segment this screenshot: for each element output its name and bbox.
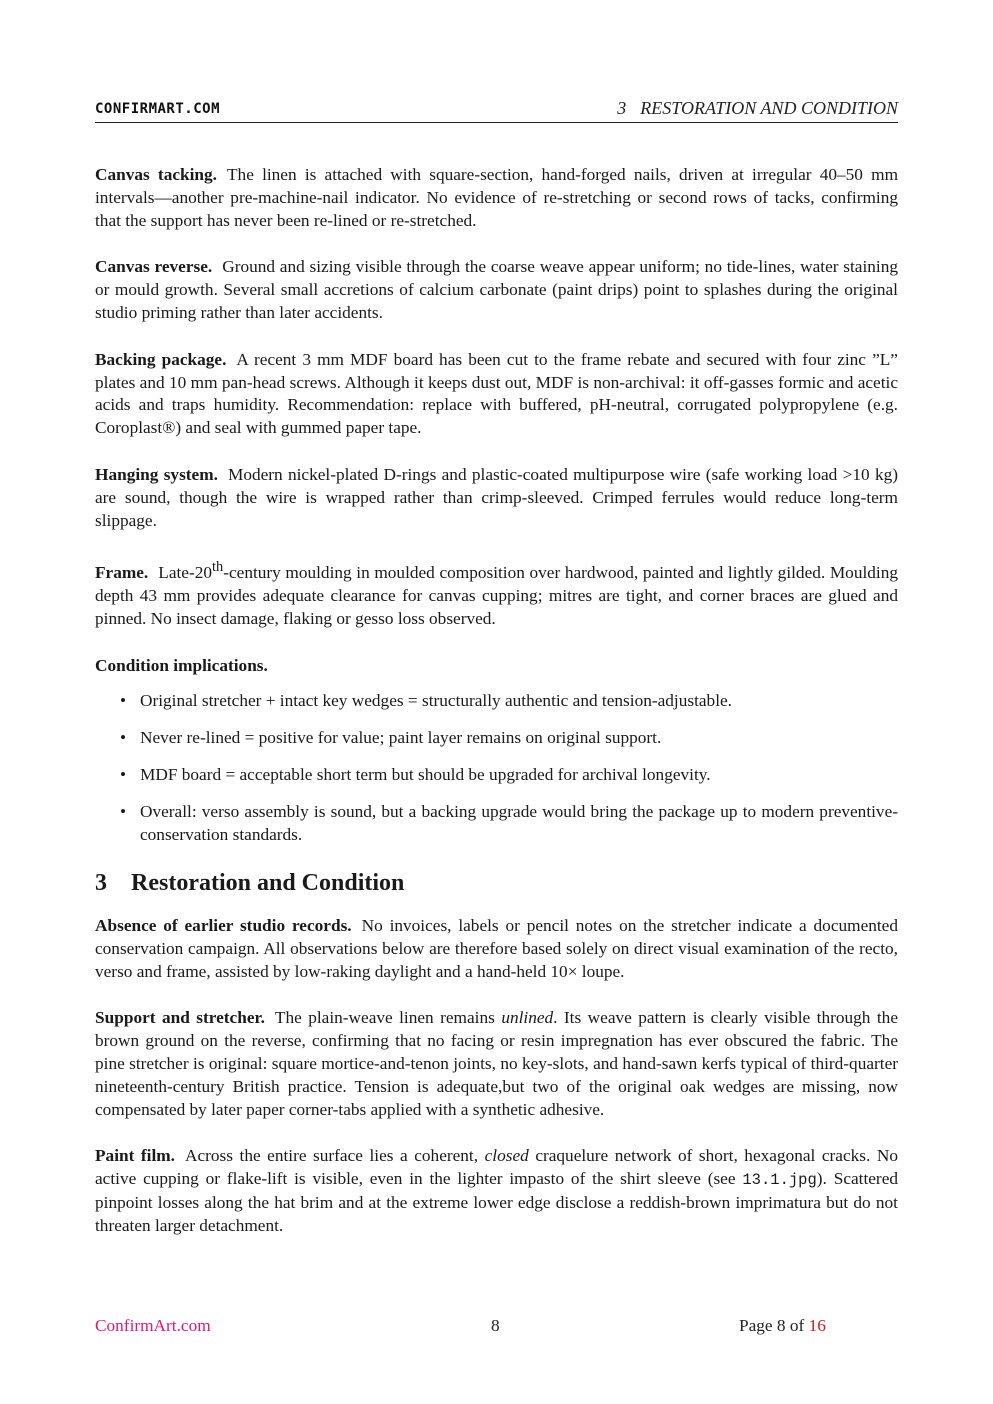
- list-item: • Overall: verso assembly is sound, but a backing upgrade would bring the package up to modern preventive-conservation standards.: [140, 801, 898, 847]
- paragraph-absence: [95, 915, 898, 983]
- paragraph-backing-package: [95, 349, 898, 440]
- running-header: [95, 98, 898, 123]
- paragraph-support: [95, 1007, 898, 1121]
- paragraph-text: ). Scattered pinpoint losses along the hat brim and at the extreme lower edge disclose a reddish-brown imprimatura but do not threaten larger detachment.: [95, 1169, 899, 1235]
- paragraph-lead: Backing package.: [95, 349, 227, 369]
- paragraph-lead: Canvas reverse.: [95, 257, 213, 277]
- section-number: 3: [95, 870, 107, 897]
- paragraph-paint-film: [95, 1145, 898, 1237]
- site-logo[interactable]: CONFIRMART.COM: [95, 101, 221, 117]
- paragraph-text: Late-20: [158, 563, 212, 583]
- list-item: • MDF board = acceptable short term but should be upgraded for archival longevity.: [140, 764, 898, 787]
- footer-page-label: Page 8 of: [739, 1316, 805, 1335]
- condition-heading: Condition implications.: [95, 655, 268, 675]
- footer-site-link[interactable]: ConfirmArt.com: [95, 1316, 211, 1335]
- paragraph-lead: Paint film.: [95, 1146, 175, 1166]
- paragraph-text: . Its weave pattern is clearly visible through the brown ground on the reverse, confirming that no facing or resin impregnation has ever obscured the fabric. The pine stretcher is original: square mortice-and-tenon joints, no key-slots, and hand-sawn kerfs typical of third-quarter nineteenth-century British practice. Tension is adequate,but two of the original oak wedges are missing, now compensated by later paper corner-tabs applied with a synthetic adhesive.: [95, 1008, 898, 1119]
- superscript: th: [212, 559, 224, 576]
- section-title: Restoration and Condition: [131, 870, 405, 897]
- paragraph-hanging-system: [95, 464, 898, 532]
- emphasis: closed: [484, 1146, 529, 1166]
- paragraph-text: A recent 3 mm MDF board has been cut to the frame rebate and secured with four zinc ”L” plates and 10 mm pan-head screws. Although it keeps dust out, MDF is non-archival: it off-gasses formic and acetic acids and traps humidity. Recommendation: replace with buffered, pH-neutral, corrugated polypropylene (e.g. Coroplast®) and seal with gummed paper tape.: [95, 349, 898, 438]
- paragraph-canvas-reverse: [95, 256, 898, 324]
- paragraph-lead: Hanging system.: [95, 464, 218, 484]
- paragraph-lead: Frame.: [95, 563, 149, 583]
- paragraph-canvas-tacking: [95, 164, 898, 232]
- running-section-text: RESTORATION AND CONDITION: [640, 98, 898, 118]
- paragraph-lead: Absence of earlier studio records.: [95, 916, 352, 936]
- paragraph-lead: Support and stretcher.: [95, 1008, 265, 1028]
- running-section-title: [617, 98, 898, 119]
- page-footer: [95, 1316, 898, 1340]
- footer-page-count: [739, 1316, 826, 1336]
- paragraph-text: craquelure network of short, hexagonal cracks. No active cupping or flake-lift is visible, even in the lighter impasto of the shirt sleeve (see: [95, 1146, 898, 1189]
- paragraph-text: No invoices, labels or pencil notes on the stretcher indicate a documented conservation campaign. All observations below are therefore based solely on direct visual examination of the recto, verso and frame, assisted by low-raking daylight and a hand-held 10× loupe.: [95, 916, 898, 981]
- paragraph-text: -century moulding in moulded composition over hardwood, painted and lightly gilded. Moulding depth 43 mm provides adequate clearance for canvas cupping; mitres are tight, and corner braces are glued and pinned. No insect damage, flaking or gesso loss observed.: [95, 563, 898, 628]
- paragraph-frame: [95, 556, 898, 630]
- document-body: [95, 164, 898, 1262]
- file-reference: 13.1.jpg: [742, 1171, 817, 1190]
- footer-total-pages[interactable]: 16: [808, 1316, 826, 1335]
- list-item: • Original stretcher + intact key wedges = structurally authentic and tension-adjustable.: [140, 690, 898, 713]
- paragraph-lead: Canvas tacking.: [95, 165, 217, 184]
- emphasis: unlined: [501, 1008, 554, 1028]
- paragraph-text: Ground and sizing visible through the coarse weave appear uniform; no tide-lines, water staining or mould growth. Several small accretions of calcium carbonate (paint drips) point to splashes during the original studio priming rather than later accidents.: [95, 257, 898, 322]
- footer-page-number: 8: [491, 1316, 500, 1335]
- paragraph-text: Across the entire surface lies a coherent,: [184, 1146, 479, 1166]
- paragraph-text: The linen is attached with square-section, hand-forged nails, driven at irregular 40–50 mm intervals—another pre-machine-nail indicator. No evidence of re-stretching or second rows of tacks, confirming that the support has never been re-lined or re-stretched.: [95, 165, 899, 230]
- condition-list: [95, 690, 898, 846]
- paragraph-text: The plain-weave linen remains: [274, 1008, 495, 1028]
- paragraph-text: Modern nickel-plated D-rings and plastic-coated multipurpose wire (safe working load >10 kg) are sound, though the wire is wrapped rather than crimp-sleeved. Crimped ferrules would reduce long-term slippage.: [95, 464, 898, 530]
- list-item: • Never re-lined = positive for value; paint layer remains on original support.: [140, 727, 898, 750]
- running-section-number: 3: [617, 98, 627, 118]
- section-heading: [95, 872, 898, 895]
